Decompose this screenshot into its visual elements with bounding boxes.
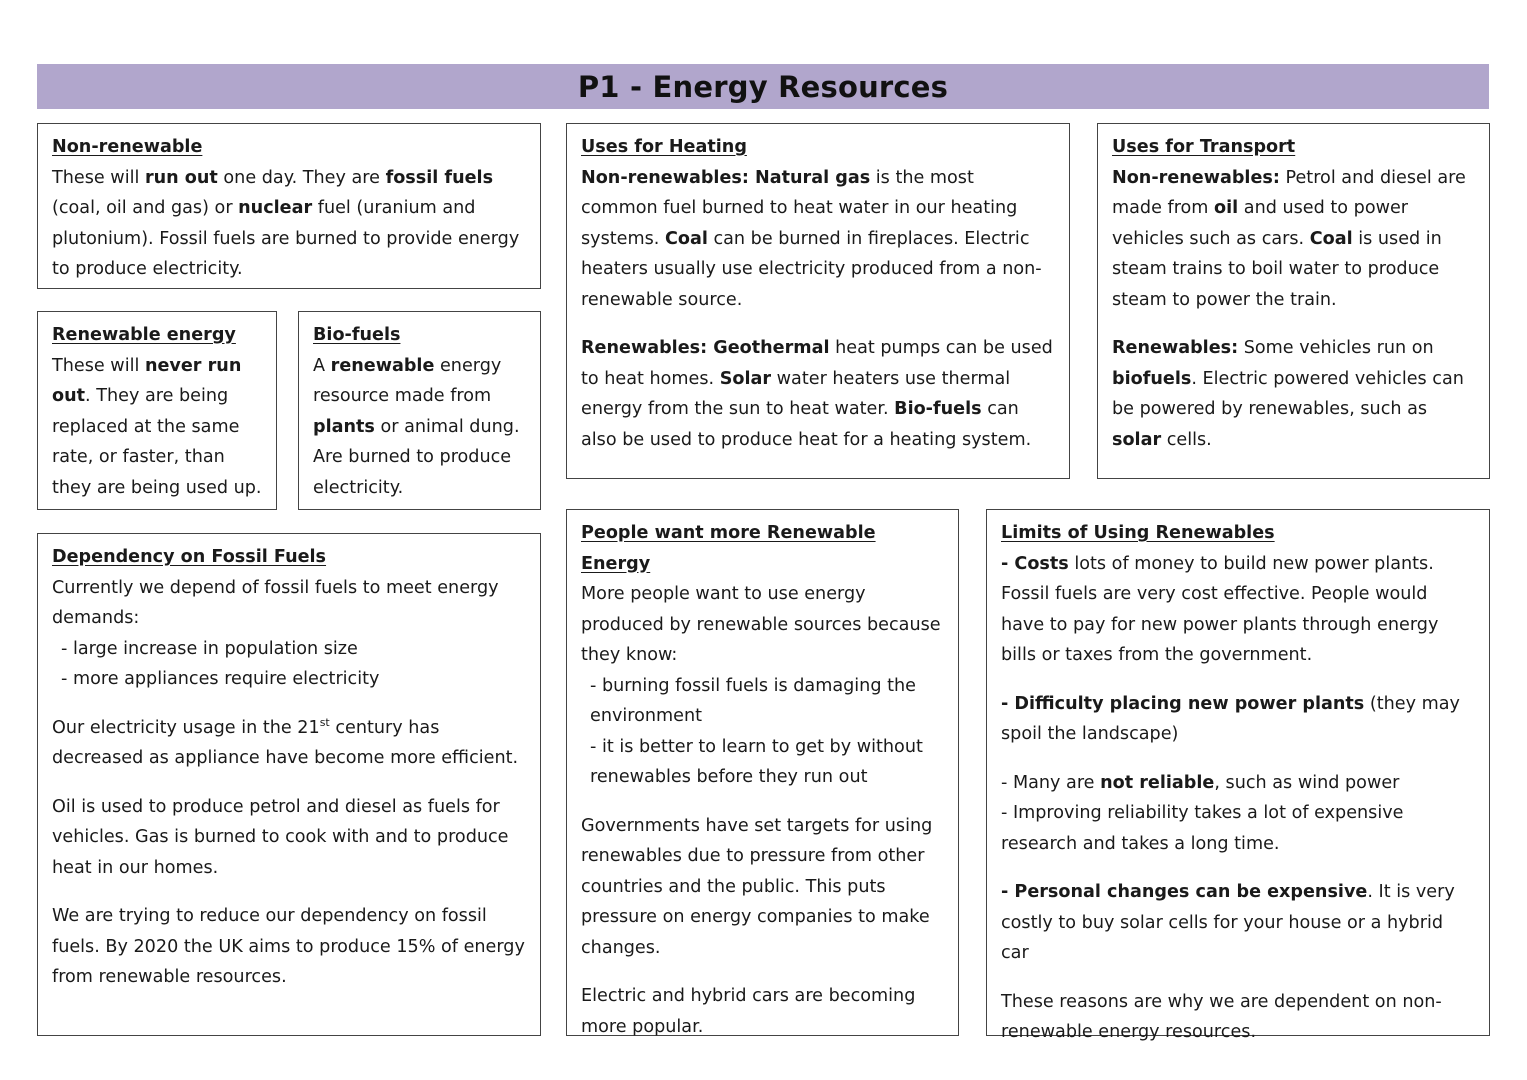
heating-nonrenewables-text: Non-renewables: Natural gas is the most common fuel burned to heat water in our heating systems. Coal can be burned in fireplaces. Electric heaters usually use electricity produced from a non-renewable source. xyxy=(581,167,1042,310)
limits-placing-text: - Difficulty placing new power plants (they may spoil the landscape) xyxy=(1001,693,1460,744)
dependency-usage-text: Our electricity usage in the 21st century has decreased as appliance have become more efficient. xyxy=(52,715,519,768)
people-governments-text: Governments have set targets for using renewables due to pressure from other countries and the public. This puts pressure on energy companies to make changes. xyxy=(581,815,933,958)
people-cars-text: Electric and hybrid cars are becoming more popular. xyxy=(581,986,916,1037)
dependency-heading: Dependency on Fossil Fuels xyxy=(52,547,327,567)
limits-costs-text: - Costs lots of money to build new power plants. Fossil fuels are very cost effective. People would have to pay for new power plants through energy bills or taxes from the government. xyxy=(1001,553,1439,665)
limits-box xyxy=(986,509,1490,1042)
limits-conclusion-text: These reasons are why we are dependent on non-renewable energy resources. xyxy=(1001,991,1442,1042)
dependency-box xyxy=(37,533,541,1036)
transport-heading: Uses for Transport xyxy=(1112,137,1296,157)
people-box xyxy=(566,509,959,1036)
dependency-bullet: - large increase in population size xyxy=(61,638,358,659)
page-title: P1 - Energy Resources xyxy=(577,69,949,104)
dependency-reduce-text: We are trying to reduce our dependency on fossil fuels. By 2020 the UK aims to produce 15% of energy from renewable resources. xyxy=(52,906,525,987)
people-bullet: - it is better to learn to get by without renewables before they run out xyxy=(590,736,923,787)
renewable-box xyxy=(37,311,277,510)
dependency-oil-gas-text: Oil is used to produce petrol and diesel as fuels for vehicles. Gas is burned to cook with and to produce heat in our homes. xyxy=(52,796,509,878)
limits-heading: Limits of Using Renewables xyxy=(1001,523,1275,543)
transport-nonrenewables-text: Non-renewables: Petrol and diesel are made from oil and used to power vehicles such as cars. Coal is used in steam trains to boil water to produce steam to power the train. xyxy=(1112,167,1466,310)
biofuels-heading: Bio-fuels xyxy=(313,325,401,345)
transport-renewables-text: Renewables: Some vehicles run on biofuels. Electric powered vehicles can be powered by renewables, such as solar cells. xyxy=(1112,338,1464,450)
limits-research-text: - Improving reliability takes a lot of expensive research and takes a long time. xyxy=(1001,803,1404,854)
limits-reliable-text: - Many are not reliable, such as wind power xyxy=(1001,772,1400,793)
limits-personal-text: - Personal changes can be expensive. It is very costly to buy solar cells for your house or a hybrid car xyxy=(1001,882,1455,963)
people-intro: More people want to use energy produced by renewable sources because they know: xyxy=(581,584,941,665)
transport-box xyxy=(1097,123,1490,479)
people-heading: People want more Renewable Energy xyxy=(581,523,876,574)
nonrenewable-text: These will run out one day. They are fossil fuels (coal, oil and gas) or nuclear fuel (uranium and plutonium). Fossil fuels are burned to provide energy to produce electricity. xyxy=(52,167,520,279)
heating-box xyxy=(566,123,1070,479)
nonrenewable-heading: Non-renewable xyxy=(52,137,203,157)
people-bullet: - burning fossil fuels is damaging the environment xyxy=(590,675,916,726)
heating-renewables-text: Renewables: Geothermal heat pumps can be used to heat homes. Solar water heaters use thermal energy from the sun to heat water. Bio-fuels can also be used to produce heat for a heating system. xyxy=(581,338,1053,450)
biofuels-text: A renewable energy resource made from plants or animal dung. Are burned to produce electricity. xyxy=(313,355,520,498)
dependency-intro: Currently we depend of fossil fuels to meet energy demands: xyxy=(52,577,499,628)
renewable-text: These will never run out. They are being replaced at the same rate, or faster, than they are being used up. xyxy=(52,355,262,498)
renewable-heading: Renewable energy xyxy=(52,325,236,345)
nonrenewable-box xyxy=(37,123,541,289)
title-banner xyxy=(37,64,1489,109)
dependency-bullet: - more appliances require electricity xyxy=(61,669,380,689)
heating-heading: Uses for Heating xyxy=(581,137,747,157)
biofuels-box xyxy=(298,311,541,510)
